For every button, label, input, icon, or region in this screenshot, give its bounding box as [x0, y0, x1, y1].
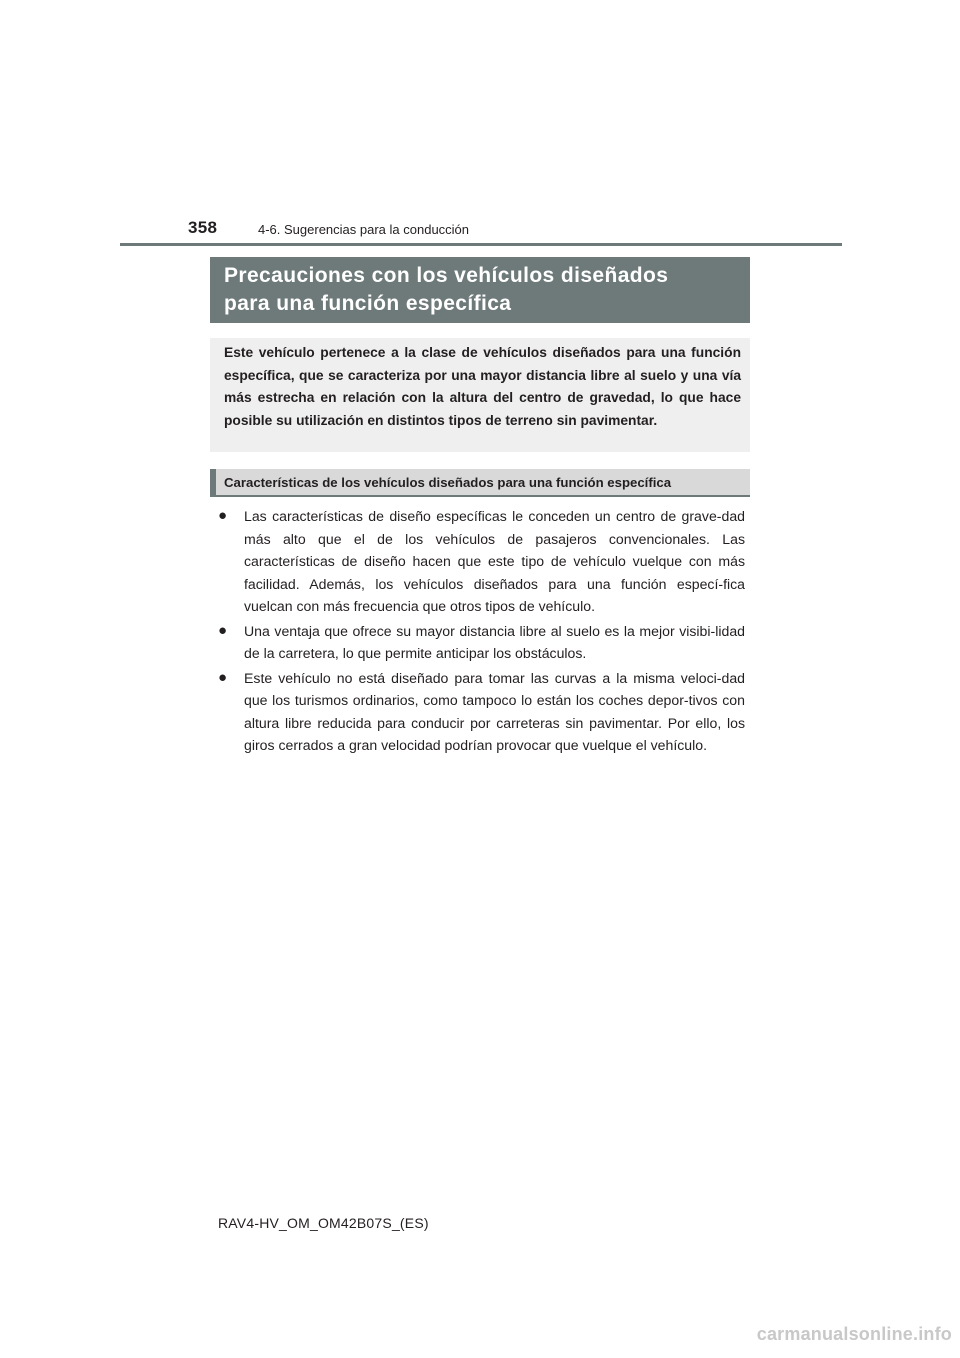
section-title-line-2: para una función específica — [224, 292, 512, 315]
header-rule — [120, 243, 842, 246]
breadcrumb: 4-6. Sugerencias para la conducción — [258, 222, 470, 237]
bullet-text: Una ventaja que ofrece su mayor distancia libre al suelo es la mejor visibi-lidad de la carretera, lo que permite anticipar los obstáculos. — [244, 622, 745, 661]
bullet-list — [218, 505, 745, 759]
footer-code: RAV4-HV_OM_OM42B07S_(ES) — [218, 1215, 429, 1231]
bullet-icon: ● — [218, 621, 228, 639]
bullet-icon: ● — [218, 668, 228, 686]
bullet-text: Las características de diseño específicas le conceden un centro de grave-dad más alto que el de los vehículos de pasajeros convencionales. Las características de diseño hacen que este tipo de vehículo vuelque con más facilidad. Además, los vehículos diseñados para una función especí-fica vuelcan con más frecuencia que otros tipos de vehículo. — [244, 508, 745, 614]
page-number: 358 — [188, 218, 218, 237]
list-item — [218, 505, 745, 618]
intro-text: Este vehículo pertenece a la clase de vehículos diseñados para una función específica, que se caracteriza por una mayor distancia libre al suelo y una vía más estrecha en relación con la altura del centro de gravedad, lo que hace posible su utilización en distintos tipos de terreno sin pavimentar. — [224, 345, 741, 428]
section-title-band — [210, 257, 750, 323]
list-item — [218, 667, 745, 757]
intro-box — [210, 338, 750, 452]
bullet-text: Este vehículo no está diseñado para tomar las curvas a la misma veloci-dad que los turismos ordinarios, como tampoco lo están los coches depor-tivos con altura libre reducida para conducir por carreteras sin pavimentar. Por ello, los giros cerrados a gran velocidad podrían provocar que vuelque el vehículo. — [244, 669, 745, 753]
list-item — [218, 620, 745, 665]
subsection-header — [210, 469, 750, 497]
watermark: carmanualsonline.info — [756, 1324, 952, 1344]
section-title-line-1: Precauciones con los vehículos diseñados — [224, 264, 669, 287]
bullet-icon: ● — [218, 507, 228, 524]
subsection-title: Características de los vehículos diseñados para una función específica — [224, 475, 672, 490]
